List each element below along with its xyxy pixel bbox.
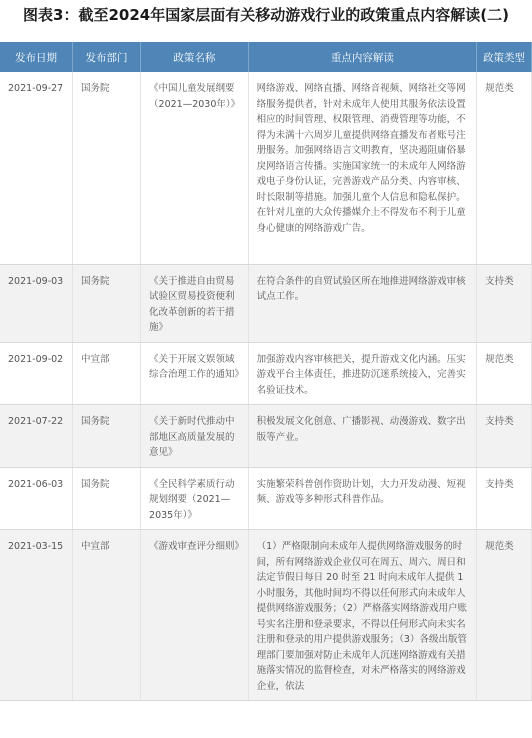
cell-date: 2021-09-03 (0, 264, 72, 342)
column-header-dept: 发布部门 (72, 42, 140, 72)
column-header-name: 政策名称 (141, 42, 249, 72)
cell-date: 2021-06-03 (0, 467, 72, 530)
table-row (0, 342, 532, 405)
cell-content: （1）严格限制向未成年人提供网络游戏服务的时间，所有网络游戏企业仅可在周五、周六、周日和法定节假日每日 20 时至 21 时向未成年人提供 1 小时服务，其他时间均不得以任何形式向未成年人提供网络游戏服务；（2）严格落实网络游戏用户账号实名注册和登录要求，不得以任何形式向未实名注册和登录的用户提供游戏服务；（3）各级出版管理部门要加强对防止未成年人沉迷网络游戏有关措施落实情况的监督检查，对未严格落实的网络游戏企业，依法 (248, 530, 476, 701)
cell-type: 支持类 (477, 405, 532, 468)
cell-content: 积极发展文化创意、广播影视、动漫游戏、数字出版等产业。 (248, 405, 476, 468)
cell-date: 2021-09-27 (0, 72, 72, 264)
policy-table (0, 42, 532, 701)
cell-dept: 国务院 (72, 264, 140, 342)
column-header-content: 重点内容解读 (248, 42, 476, 72)
cell-name: 《全民科学素质行动规划纲要（2021—2035年）》 (141, 467, 249, 530)
cell-date: 2021-09-02 (0, 342, 72, 405)
cell-type: 支持类 (477, 467, 532, 530)
cell-name: 《关于新时代推动中部地区高质量发展的意见》 (141, 405, 249, 468)
table-row (0, 72, 532, 264)
cell-dept: 国务院 (72, 72, 140, 264)
cell-date: 2021-07-22 (0, 405, 72, 468)
cell-dept: 国务院 (72, 467, 140, 530)
table-row (0, 530, 532, 701)
table-header-row (0, 42, 532, 72)
cell-content: 在符合条件的自贸试验区所在地推进网络游戏审核试点工作。 (248, 264, 476, 342)
cell-type: 支持类 (477, 264, 532, 342)
cell-type: 规范类 (477, 72, 532, 264)
cell-name: 《关于开展文娱领域综合治理工作的通知》 (141, 342, 249, 405)
cell-dept: 国务院 (72, 405, 140, 468)
cell-dept: 中宣部 (72, 530, 140, 701)
cell-date: 2021-03-15 (0, 530, 72, 701)
table-row (0, 467, 532, 530)
cell-type: 规范类 (477, 530, 532, 701)
cell-name: 《游戏审查评分细则》 (141, 530, 249, 701)
cell-name: 《关于推进自由贸易试验区贸易投资便利化改革创新的若干措施》 (141, 264, 249, 342)
column-header-type: 政策类型 (477, 42, 532, 72)
table-row (0, 264, 532, 342)
cell-content: 加强游戏内容审核把关，提升游戏文化内涵。压实游戏平台主体责任，推进防沉迷系统接入，完善实名验证技术。 (248, 342, 476, 405)
table-row (0, 405, 532, 468)
cell-type: 规范类 (477, 342, 532, 405)
cell-content: 网络游戏、网络直播、网络音视频、网络社交等网络服务提供者，针对未成年人使用其服务依法设置相应的时间管理、权限管理、消费管理等功能，不得为未满十六周岁儿童提供网络直播发布者账号注册服务。加强网络语言文明教育，坚决遏阻庸俗暴戾网络语言传播。实施国家统一的未成年人网络游戏电子身份认证，完善游戏产品分类、内容审核、时长限制等措施。加强儿童个人信息和隐私保护。在针对儿童的大众传播媒介上不得发布不利于儿童身心健康的网络游戏广告。 (248, 72, 476, 264)
cell-content: 实施繁荣科普创作资助计划，大力开发动漫、短视频、游戏等多种形式科普作品。 (248, 467, 476, 530)
column-header-date: 发布日期 (0, 42, 72, 72)
page-title: 图表3：截至2024年国家层面有关移动游戏行业的政策重点内容解读(二) (23, 6, 509, 24)
cell-dept: 中宣部 (72, 342, 140, 405)
cell-name: 《中国儿童发展纲要（2021—2030年）》 (141, 72, 249, 264)
